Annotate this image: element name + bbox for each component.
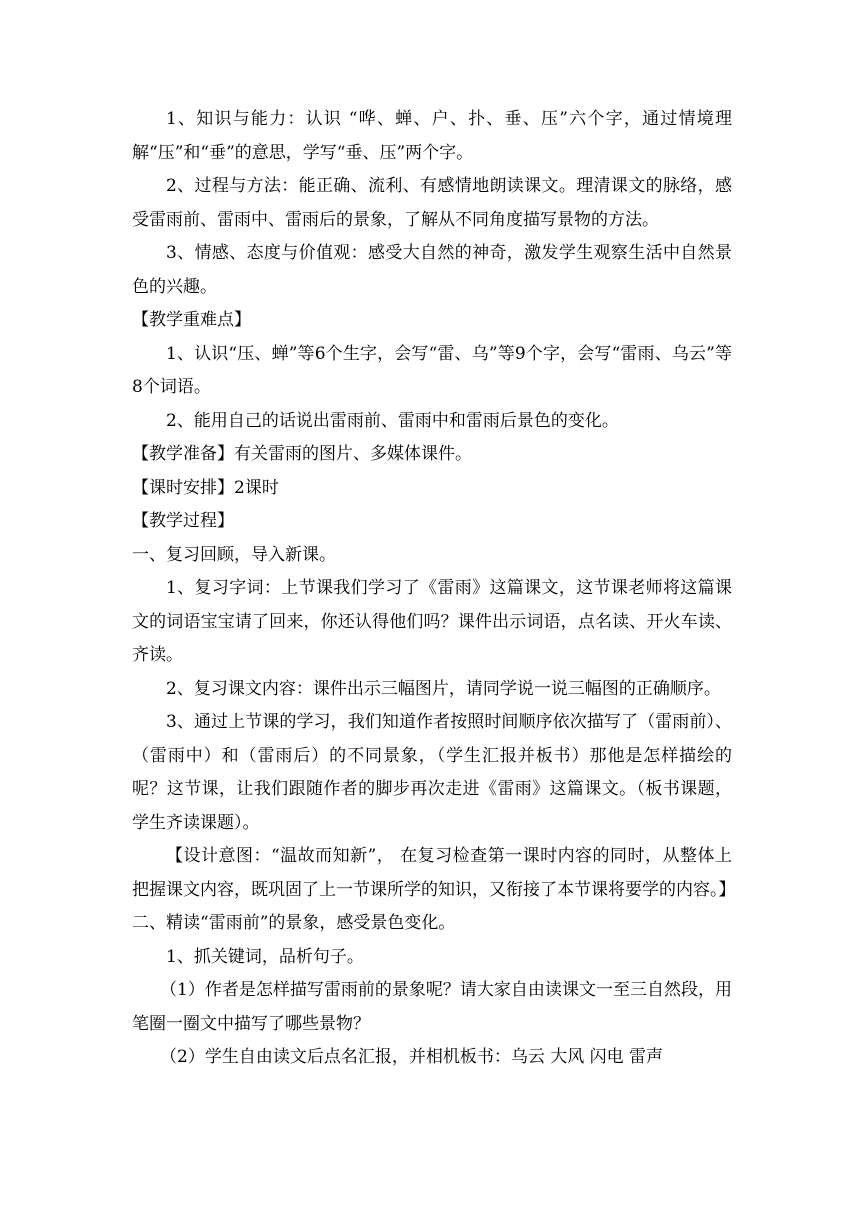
objective-emotion: 3、情感、态度与价值观：感受大自然的神奇，激发学生观察生活中自然景色的兴趣。 [132, 243, 732, 297]
review-step-3: 3、通过上节课的学习，我们知道作者按照时间顺序依次描写了（雷雨前）、（雷雨中）和（雷雨后）的不同景象，（学生汇报并板书）那他是怎样描绘的呢？这节课，让我们跟随作者的脚步再次走进《雷雨》这篇课文。（板书课题，学生齐读课题）。 [132, 712, 732, 833]
sub-step-1: （1）作者是怎样描写雷雨前的景象呢？请大家自由读课文一至三自然段，用笔圈一圈文中描写了哪些景物？ [132, 980, 732, 1034]
review-step-1: 1、复习字词：上节课我们学习了《雷雨》这篇课文，这节课老师将这篇课文的词语宝宝请了回来，你还认得他们吗？课件出示词语，点名读、开火车读、齐读。 [132, 578, 732, 665]
heading-preparation: 【教学准备】有关雷雨的图片、多媒体课件。 [132, 444, 472, 464]
section-review: 一、复习回顾，导入新课。 [132, 544, 336, 565]
objective-process: 2、过程与方法：能正确、流利、有感情地朗读课文。理清课文的脉络，感受雷雨前、雷雨中、雷雨后的景象，了解从不同角度描写景物的方法。 [132, 176, 732, 230]
heading-key-points: 【教学重难点】 [132, 310, 251, 330]
key-point-2: 2、能用自己的话说出雷雨前、雷雨中和雷雨后景色的变化。 [166, 410, 619, 431]
heading-schedule: 【课时安排】2课时 [132, 477, 279, 498]
section-before-storm: 二、精读“雷雨前”的景象，感受景色变化。 [132, 913, 456, 933]
heading-process: 【教学过程】 [132, 511, 234, 531]
sub-step-2: （2）学生自由读文后点名汇报，并相机板书：乌云 大风 闪电 雷声 [160, 1047, 664, 1067]
document-page [132, 103, 736, 1075]
review-step-2: 2、复习课文内容：课件出示三幅图片，请同学说一说三幅图的正确顺序。 [166, 678, 721, 699]
objective-knowledge: 1、知识与能力：认识 “哗、蝉、户、扑、垂、压”六个字，通过情境理解“压”和“垂”的意思，学写“垂、压”两个字。 [132, 109, 732, 163]
design-intent: 【设计意图：“温故而知新”， 在复习检查第一课时内容的同时，从整体上把握课文内容，既巩固了上一节课所学的知识，又衔接了本节课将要学的内容。】 [132, 846, 736, 900]
step-keywords: 1、抓关键词，品析句子。 [166, 946, 364, 967]
key-point-1: 1、认识“压、蝉”等6个生字，会写“雷、乌”等9个字，会写“雷雨、乌云”等8个词语。 [132, 343, 732, 397]
